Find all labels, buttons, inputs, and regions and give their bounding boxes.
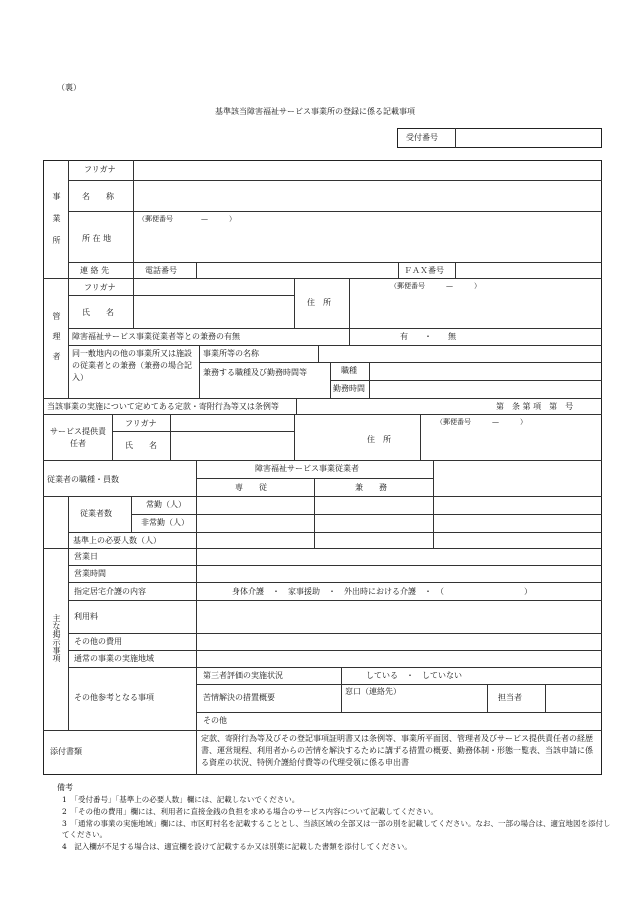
manager-address-field[interactable] <box>350 293 601 328</box>
person-in-charge-label: 担当者 <box>498 693 522 702</box>
manager-job-type-field[interactable] <box>370 363 601 380</box>
office-phone-label: 電話番号 <box>145 266 177 275</box>
manager-postal: （郵便番号 — ） <box>390 282 481 290</box>
complaint-resolution-label: 苦情解決の措置概要 <box>203 693 275 702</box>
third-party-eval-choice[interactable]: している ・ していない <box>366 671 462 680</box>
office-address-label: 所 在 地 <box>82 234 112 243</box>
manager-name-label: 氏 名 <box>82 308 114 317</box>
office-postal: （郵便番号 — ） <box>138 215 236 223</box>
office-furigana-field[interactable] <box>134 161 601 180</box>
manager-concurrent-label: 障害福祉サービス事業従業者等との兼務の有無 <box>72 332 240 341</box>
manager-furigana-field[interactable] <box>134 279 293 295</box>
rules-article: 第 条 第 項 第 号 <box>496 402 574 411</box>
office-furigana-label: フリガナ <box>84 165 116 174</box>
note-item-4: 4 記入欄が不足する場合は、適宜欄を設けて記載するか又は別葉に記載した書類を添付してください。 <box>62 842 412 851</box>
third-party-eval-label: 第三者評価の実施状況 <box>203 671 283 680</box>
service-furigana-field[interactable] <box>171 415 293 431</box>
manager-address-label: 住 所 <box>307 298 331 307</box>
staff-col-concurrent: 兼 務 <box>355 483 387 492</box>
fee-field[interactable] <box>197 601 601 633</box>
manager-name-field[interactable] <box>134 296 293 328</box>
page-side-label: （裏） <box>57 83 81 92</box>
care-content-options[interactable]: 身体介護 ・ 家事援助 ・ 外出時における介護 ・ （ ） <box>232 587 532 596</box>
business-hours-field[interactable] <box>197 566 601 582</box>
rules-label: 当該事業の実施について定めてある定款・寄附行為等又は条例等 <box>47 402 279 411</box>
manager-section-label: 管理者 <box>52 312 61 372</box>
person-in-charge-field[interactable] <box>546 685 601 712</box>
staff-label: 従業者の職種・員数 <box>47 475 119 484</box>
business-hours-label: 営業時間 <box>74 569 106 578</box>
staff-header: 障害福祉サービス事業従業者 <box>255 464 359 473</box>
office-phone-field[interactable] <box>197 263 398 278</box>
staff-part-time-label: 非常勤（人） <box>141 518 189 527</box>
staff-part-time-main-field[interactable] <box>197 515 313 532</box>
staff-col-main: 専 従 <box>235 483 267 492</box>
service-postal: （郵便番号 — ） <box>436 418 527 426</box>
note-item-1: 1 「受付番号」「基準上の必要人数」欄には、記載しないでください。 <box>62 795 300 804</box>
receipt-number-field[interactable] <box>456 129 601 147</box>
service-furigana-label: フリガナ <box>125 419 157 428</box>
receipt-number-label: 受付番号 <box>406 133 438 142</box>
office-section-label: 事業所 <box>52 192 61 258</box>
attachments-text: 定款、寄附行為等及びその登記事項証明書又は条例等、事業所平面図、管理者及びサービス提供責任者の経歴書、運営規程、利用者からの苦情を解決するために講ずる措置の概要、勤務体制・形態一覧表、当該申請に係る資産の状況、特例介護給付費等の代理受領に係る申出書 <box>201 734 593 767</box>
staff-full-time-main-field[interactable] <box>197 497 313 514</box>
attachments-label: 添付書類 <box>50 747 82 756</box>
office-name-label: 名 称 <box>82 192 114 201</box>
business-days-label: 営業日 <box>74 552 98 561</box>
complaint-window-label: 窓口（連絡先） <box>345 687 401 696</box>
care-content-label: 指定居宅介護の内容 <box>74 587 146 596</box>
posted-items-section-label: 主な掲示事項 <box>52 614 61 662</box>
other-reference-label: その他参考となる事項 <box>74 693 154 702</box>
staff-full-time-label: 常勤（人） <box>146 500 186 509</box>
form-title: 基準該当障害福祉サービス事業所の登録に係る記載事項 <box>215 107 415 116</box>
office-fax-field[interactable] <box>456 263 601 278</box>
service-address-label: 住 所 <box>367 435 391 444</box>
manager-work-hours-label: 勤務時間 <box>333 384 365 393</box>
staff-count-label: 従業者数 <box>80 509 112 518</box>
other-cost-field[interactable] <box>197 634 601 650</box>
staff-full-time-concurrent-field[interactable] <box>315 497 432 514</box>
service-address-field[interactable] <box>421 430 601 460</box>
rules-field[interactable] <box>297 399 477 414</box>
office-name-field[interactable] <box>134 181 601 211</box>
service-manager-label: サービス提供責任者 <box>50 427 106 448</box>
manager-concurrent-choice[interactable]: 有 ・ 無 <box>400 332 456 341</box>
note-item-3: 3 「通常の事業の実施地域」欄には、市区町村名を記載することとし、当該区域の全部又は一部の別を記載してください。なお、一部の場合は、適宜地図を添付してください。 <box>62 819 611 839</box>
fee-label: 利用料 <box>74 612 98 621</box>
staff-required-label: 基準上の必要人数（人） <box>73 536 161 545</box>
manager-work-hours-field[interactable] <box>370 381 601 398</box>
other-cost-label: その他の費用 <box>74 637 122 646</box>
manager-office-name-field[interactable] <box>319 346 601 362</box>
business-days-field[interactable] <box>197 549 601 565</box>
complaint-window-field[interactable] <box>410 685 486 712</box>
office-fax-label: ＦＡＸ番号 <box>404 266 444 275</box>
manager-job-hours-label: 兼務する職種及び勤務時間等 <box>203 368 307 377</box>
manager-job-type-label: 職種 <box>341 366 357 375</box>
manager-office-name-label: 事業所等の名称 <box>203 349 259 358</box>
service-area-label: 通常の事業の実施地域 <box>74 654 154 663</box>
notes-title: 備考 <box>57 783 73 792</box>
service-name-label: 氏 名 <box>125 441 157 450</box>
office-address-field[interactable] <box>134 226 601 261</box>
manager-furigana-label: フリガナ <box>84 283 116 292</box>
staff-part-time-concurrent-field[interactable] <box>315 515 432 532</box>
service-name-field[interactable] <box>171 432 293 460</box>
others-field[interactable] <box>234 713 601 730</box>
service-area-field[interactable] <box>197 651 601 667</box>
office-contact-label: 連 絡 先 <box>80 266 110 275</box>
others-label: その他 <box>203 716 227 725</box>
manager-other-job-label: 同一敷地内の他の事業所又は施設の従業者との兼務（兼務の場合記入） <box>72 349 192 382</box>
note-item-2: 2 「その他の費用」欄には、利用者に直接金銭の負担を求める場合のサービス内容について記載してください。 <box>62 807 438 816</box>
